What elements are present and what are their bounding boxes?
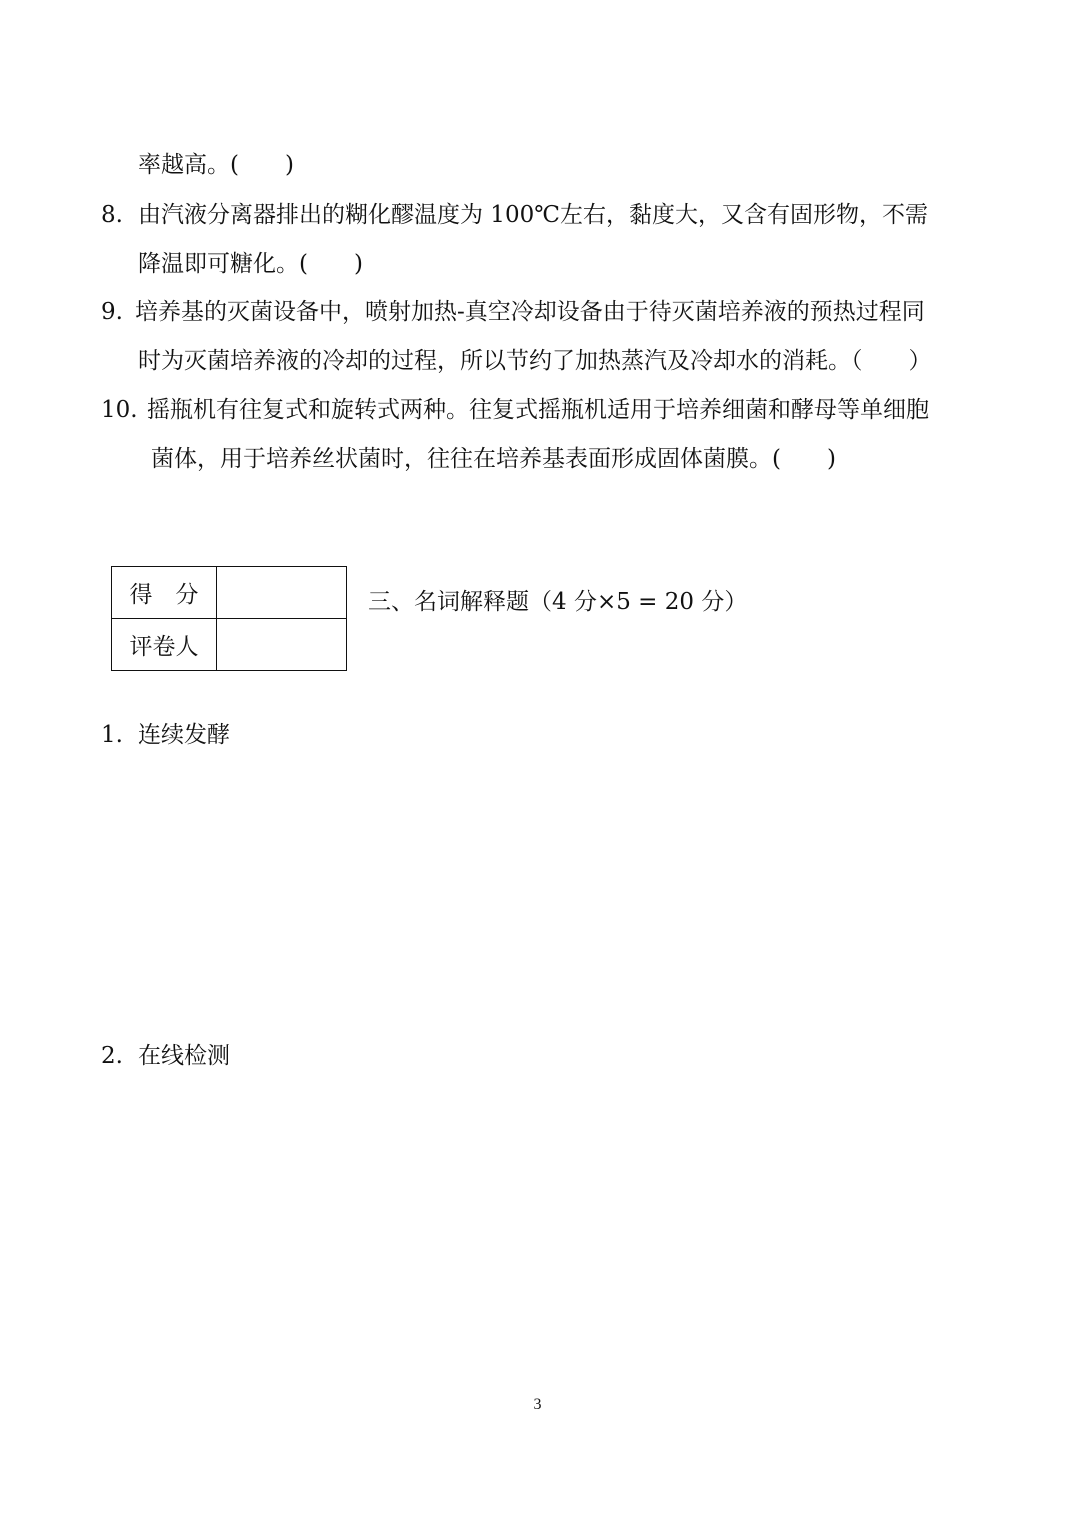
term-1-text: 连续发酵 [138,722,230,748]
q9-line-2: 时为灭菌培养液的冷却的过程，所以节约了加热蒸汽及冷却水的消耗。（ ） [138,348,932,374]
q10-text-1: 摇瓶机有往复式和旋转式两种。往复式摇瓶机适用于培养细菌和酵母等单细胞 [147,397,929,423]
section-three-title: 三、名词解释题（4 分×5 = 20 分） [368,589,748,615]
q7-tail-line: 率越高。( ) [138,152,294,178]
q9-text-1: 培养基的灭菌设备中，喷射加热-真空冷却设备由于待灭菌培养液的预热过程同 [135,299,925,325]
q10-number: 10. [101,397,138,423]
q10-line-2: 菌体，用于培养丝状菌时，往往在培养基表面形成固体菌膜。( ) [151,446,836,472]
grader-label: 评卷人 [112,619,217,671]
score-row [112,567,347,619]
term-2-text: 在线检测 [138,1043,230,1069]
q8-line-1 [101,200,928,230]
term-2-number: 2. [101,1043,123,1069]
term-1-number: 1. [101,722,123,748]
q10-line-1 [101,395,929,425]
q8-text-1: 由汽液分离器排出的糊化醪温度为 100℃左右，黏度大，又含有固形物，不需 [138,202,928,228]
q8-number: 8. [101,202,123,228]
score-label: 得 分 [112,567,217,619]
q9-number: 9. [101,299,123,325]
page-number: 3 [533,1396,542,1413]
score-box [111,566,347,671]
term-item-1 [101,720,230,750]
grader-row [112,619,347,671]
term-item-2 [101,1041,230,1071]
grader-field[interactable] [217,619,347,671]
q8-line-2: 降温即可糖化。( ) [138,251,363,277]
score-field[interactable] [217,567,347,619]
q9-line-1 [101,297,925,327]
